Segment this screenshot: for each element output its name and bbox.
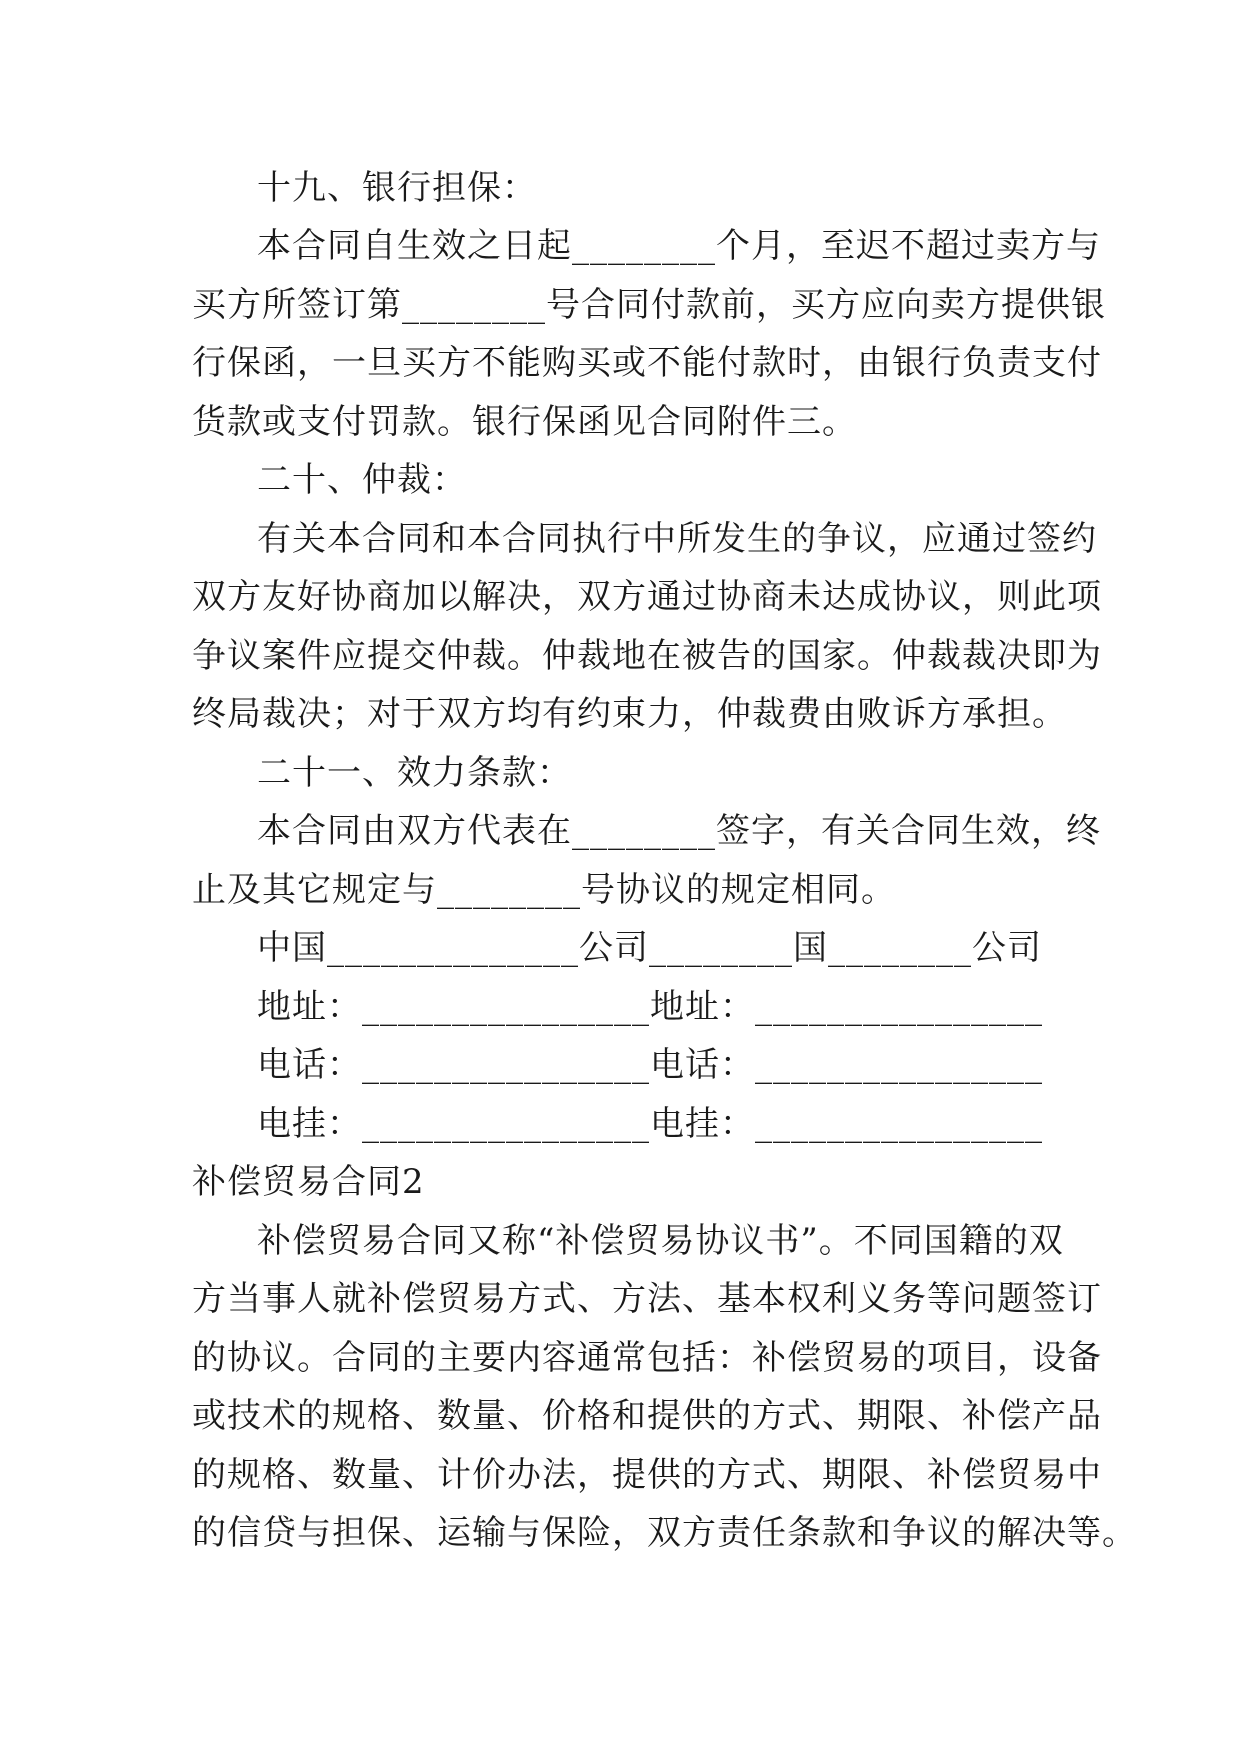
paragraph-line: 本合同由双方代表在________签字，有关合同生效，终 — [257, 811, 1101, 851]
section-heading-arbitration: 二十、仲裁： — [257, 460, 467, 500]
signature-company-line: 中国______________公司________国________公司 — [257, 928, 1042, 968]
paragraph-line: 的规格、数量、计价办法，提供的方式、期限、补偿贸易中 — [192, 1455, 1102, 1495]
paragraph-line: 补偿贸易合同又称“补偿贸易协议书”。不同国籍的双 — [257, 1221, 1064, 1261]
paragraph-line: 终局裁决；对于双方均有约束力，仲裁费由败诉方承担。 — [192, 694, 1067, 734]
paragraph-line: 有关本合同和本合同执行中所发生的争议，应通过签约 — [257, 519, 1097, 559]
paragraph-line: 行保函，一旦买方不能购买或不能付款时，由银行负责支付 — [192, 343, 1102, 383]
paragraph-line: 或技术的规格、数量、价格和提供的方式、期限、补偿产品 — [192, 1396, 1102, 1436]
paragraph-line: 止及其它规定与________号协议的规定相同。 — [192, 870, 896, 910]
signature-address-line: 地址：________________地址：________________ — [257, 987, 1043, 1027]
paragraph-line: 争议案件应提交仲裁。仲裁地在被告的国家。仲裁裁决即为 — [192, 636, 1102, 676]
paragraph-line: 双方友好协商加以解决，双方通过协商未达成协议，则此项 — [192, 577, 1102, 617]
paragraph-line: 货款或支付罚款。银行保函见合同附件三。 — [192, 402, 857, 442]
paragraph-line: 的协议。合同的主要内容通常包括：补偿贸易的项目，设备 — [192, 1338, 1102, 1378]
paragraph-line: 本合同自生效之日起________个月，至迟不超过卖方与 — [257, 226, 1101, 266]
signature-telex-line: 电挂：________________电挂：________________ — [257, 1104, 1043, 1144]
paragraph-line: 方当事人就补偿贸易方式、方法、基本权利义务等问题签订 — [192, 1279, 1102, 1319]
paragraph-line: 买方所签订第________号合同付款前，买方应向卖方提供银 — [192, 285, 1106, 325]
signature-phone-line: 电话：________________电话：________________ — [257, 1045, 1043, 1085]
section-heading-validity: 二十一、效力条款： — [257, 753, 572, 793]
paragraph-line: 的信贷与担保、运输与保险，双方责任条款和争议的解决等。 — [192, 1513, 1137, 1553]
part2-title: 补偿贸易合同2 — [192, 1162, 425, 1202]
section-heading-bank-guarantee: 十九、银行担保： — [257, 168, 537, 208]
